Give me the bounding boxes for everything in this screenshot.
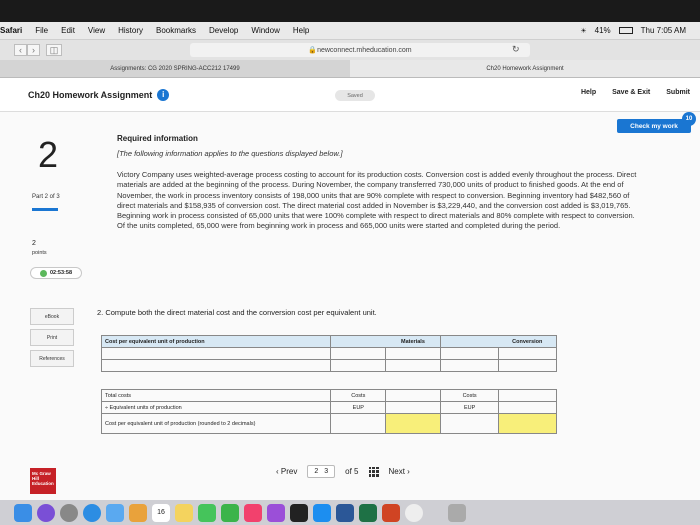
materials-cost-per-eu-input[interactable]: [386, 414, 441, 434]
battery-percent[interactable]: 41%: [594, 26, 611, 35]
page-next-number[interactable]: 3: [324, 468, 329, 475]
points-value: 2: [32, 240, 36, 247]
materials-eup-input[interactable]: [386, 402, 441, 414]
app-store-icon[interactable]: [313, 504, 331, 522]
part-indicator: Part 2 of 3: [32, 194, 60, 200]
grid-icon[interactable]: [369, 467, 379, 477]
dock: [0, 500, 700, 525]
blank-input-cell[interactable]: [386, 360, 441, 372]
browser-toolbar: [0, 40, 700, 60]
table-row: [102, 348, 557, 360]
blank-input-cell[interactable]: [331, 360, 386, 372]
ebook-link[interactable]: eBook: [30, 308, 74, 325]
menu-bookmarks[interactable]: Bookmarks: [156, 26, 197, 35]
tv-icon[interactable]: [290, 504, 308, 522]
page-current[interactable]: 2: [314, 468, 319, 475]
blank-input-cell[interactable]: [499, 348, 557, 360]
sidebar-toggle-icon[interactable]: ◫: [46, 44, 62, 56]
word-icon[interactable]: [336, 504, 354, 522]
row-cost-per-eu-label: Cost per equivalent unit of production (rounded to 2 decimals): [102, 414, 331, 434]
blank-input-cell[interactable]: [441, 360, 499, 372]
header-materials: Materials: [386, 336, 441, 348]
tab-bar: [0, 60, 700, 78]
facetime-icon[interactable]: [221, 504, 239, 522]
table-header-row: [102, 336, 557, 348]
trash-icon[interactable]: [448, 504, 466, 522]
conversion-eup-input[interactable]: [499, 402, 557, 414]
conversion-costs-label: Costs: [441, 390, 499, 402]
siri-icon[interactable]: [37, 504, 55, 522]
header-materials-blank: [331, 336, 386, 348]
mac-menubar: [0, 22, 700, 40]
address-bar[interactable]: [190, 43, 530, 57]
assignment-header: [0, 78, 700, 112]
blank-input-cell[interactable]: [441, 348, 499, 360]
menu-help[interactable]: Help: [292, 26, 310, 35]
safari-icon[interactable]: [83, 504, 101, 522]
photos-icon[interactable]: [129, 504, 147, 522]
menu-file[interactable]: File: [35, 26, 49, 35]
mail-icon[interactable]: [106, 504, 124, 522]
table-row: [102, 402, 557, 414]
row-total-costs-label: Total costs: [102, 390, 331, 402]
points-label: points: [32, 250, 47, 256]
battery-icon[interactable]: [619, 27, 633, 34]
question-number: 2: [38, 134, 59, 175]
forward-button[interactable]: ›: [27, 44, 40, 56]
launchpad-icon[interactable]: [60, 504, 78, 522]
prev-label: Prev: [280, 467, 298, 476]
page-title-text: Ch20 Homework Assignment: [28, 89, 153, 100]
powerpoint-icon[interactable]: [382, 504, 400, 522]
calendar-icon[interactable]: [152, 504, 170, 522]
blank-label-cell[interactable]: [102, 360, 331, 372]
question-prompt: 2. Compute both the direct material cost and the conversion cost per equivalent unit.: [97, 308, 377, 317]
timer-text: 02:53:58: [49, 270, 73, 276]
podcasts-icon[interactable]: [267, 504, 285, 522]
header-actions: [581, 89, 690, 96]
header-conversion-blank: [441, 336, 499, 348]
pagination: [276, 465, 410, 478]
notes-icon[interactable]: [175, 504, 193, 522]
materials-costs-label: Costs: [331, 390, 386, 402]
hourglass-icon: [40, 270, 47, 277]
spacer-cell: [386, 372, 441, 390]
row-eup-label: ÷ Equivalent units of production: [102, 402, 331, 414]
conversion-cost-blank: [441, 414, 499, 434]
resource-links: [30, 308, 74, 371]
next-button[interactable]: Next ›: [388, 467, 410, 476]
submit-button[interactable]: Submit: [666, 89, 690, 96]
materials-eup-label: EUP: [331, 402, 386, 414]
menu-history[interactable]: History: [118, 26, 144, 35]
table-row: [102, 372, 557, 390]
header-conversion: Conversion: [499, 336, 557, 348]
page-count: of 5: [345, 467, 359, 476]
timer[interactable]: [30, 267, 82, 279]
conversion-cost-per-eu-input[interactable]: [499, 414, 557, 434]
part-progress-bar: [32, 208, 58, 211]
blank-input-cell[interactable]: [499, 360, 557, 372]
menubar-clock[interactable]: Thu 7:05 AM: [640, 26, 686, 35]
finder-icon[interactable]: [14, 504, 32, 522]
prev-button[interactable]: ‹ Prev: [276, 467, 298, 476]
page: [0, 78, 700, 500]
info-icon[interactable]: i: [157, 89, 169, 101]
intro-note: [The following information applies to the questions displayed below.]: [117, 149, 343, 158]
chrome-icon[interactable]: [405, 504, 423, 522]
wifi-icon[interactable]: ☀: [580, 27, 587, 35]
mcgraw-hill-logo: Mc Graw Hill Education: [30, 468, 56, 494]
question-content: [117, 134, 642, 232]
music-icon[interactable]: [244, 504, 262, 522]
excel-icon[interactable]: [359, 504, 377, 522]
table-row: [102, 360, 557, 372]
save-exit-button[interactable]: Save & Exit: [612, 89, 651, 96]
header-cost-per-eu: Cost per equivalent unit of production: [102, 336, 331, 348]
spacer-cell: [441, 372, 499, 390]
menu-app[interactable]: Safari: [0, 26, 23, 35]
question-sidebar: [0, 112, 88, 500]
required-info-heading: Required information: [117, 134, 198, 143]
messages-icon[interactable]: [198, 504, 216, 522]
back-button[interactable]: ‹: [14, 44, 27, 56]
conversion-eup-label: EUP: [441, 402, 499, 414]
print-link[interactable]: Print: [30, 329, 74, 346]
references-link[interactable]: References: [30, 350, 74, 367]
tab-homework[interactable]: Ch20 Homework Assignment: [350, 60, 700, 77]
menu-develop[interactable]: Develop: [209, 26, 239, 35]
page-title: [28, 89, 169, 101]
page-selector[interactable]: [307, 465, 335, 478]
menu-view[interactable]: View: [87, 26, 106, 35]
spacer-cell: [331, 372, 386, 390]
check-my-work-button[interactable]: Check my work: [617, 119, 691, 133]
menu-edit[interactable]: Edit: [61, 26, 75, 35]
table-row: [102, 414, 557, 434]
table-row: [102, 390, 557, 402]
checks-remaining-badge: 10: [682, 112, 696, 126]
blank-input-cell[interactable]: [331, 348, 386, 360]
conversion-total-input[interactable]: [499, 390, 557, 402]
calendar-day: 16: [157, 509, 165, 516]
next-label: Next: [388, 467, 405, 476]
blank-input-cell[interactable]: [386, 348, 441, 360]
equivalent-unit-table: [101, 335, 557, 434]
materials-total-input[interactable]: [386, 390, 441, 402]
materials-cost-blank: [331, 414, 386, 434]
lock-icon: 🔒: [308, 47, 318, 54]
menu-window[interactable]: Window: [251, 26, 280, 35]
problem-paragraph: Victory Company uses weighted-average process costing to account for its production costs. Conversion cost is added evenly throughout the process. Direct materials are added at the beginning of the process. During November, the company transferred 730,000 units of product to finished goods. At the end of November, the work in process inventory consists of 198,000 units that are 90% complete with respect to conversion. Beginning inventory had $482,560 of direct materials and $158,935 of conversion cost. The direct material cost added in November is $3,229,440, and the conversion cost added is $3,019,765. Beginning work in process consisted of 65,000 units that were 100% complete with respect to direct materials and 80% complete with respect to conversion. Of the units completed, 65,000 were from beginning work in process and 665,000 units were started and completed during the period.: [117, 170, 637, 231]
help-button[interactable]: Help: [580, 89, 597, 96]
blank-label-cell[interactable]: [102, 348, 331, 360]
spacer-cell: [102, 372, 331, 390]
url-text: newconnect.mheducation.com: [317, 46, 412, 54]
tab-assignments[interactable]: Assignments: CG 2020 SPRING-ACC212 17499: [110, 65, 240, 72]
spacer-cell: [499, 372, 557, 390]
saved-status: Saved: [335, 90, 375, 101]
reload-icon[interactable]: ↻: [512, 44, 520, 54]
